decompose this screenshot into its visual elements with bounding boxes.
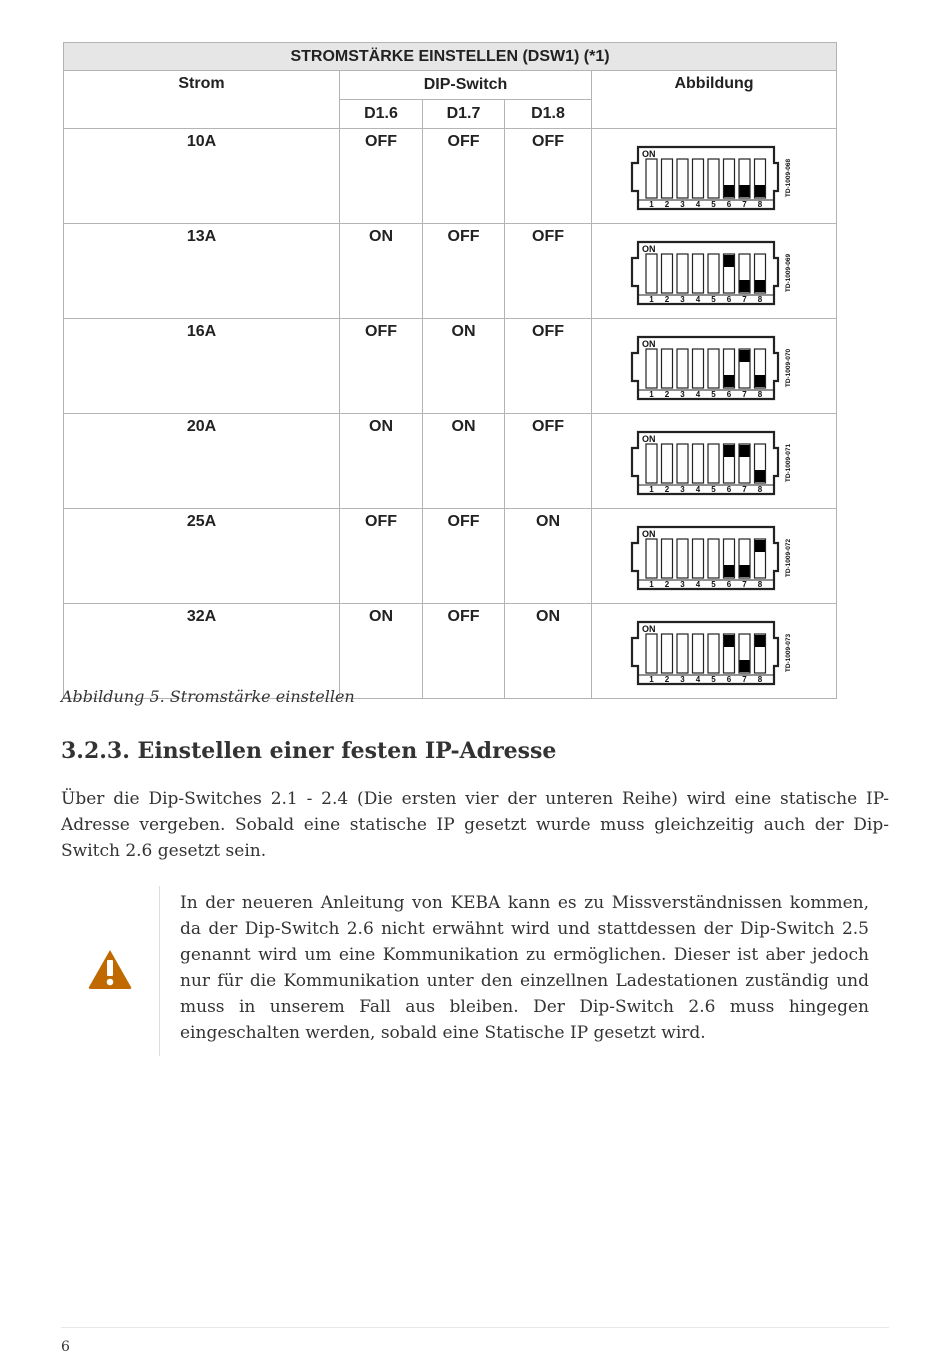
- dip-switch-number: 1: [649, 200, 654, 209]
- dip-switch-number: 1: [649, 390, 654, 399]
- dip-switch-slot: [677, 444, 688, 483]
- dip-figure-reference: TD-1009-068: [785, 158, 793, 198]
- dip-switch-number: 3: [680, 295, 685, 304]
- cell-d17: OFF: [423, 129, 505, 224]
- dip-switch-slot: [646, 444, 657, 483]
- dip-switch-number: 6: [726, 200, 732, 209]
- dip-switch-number: 3: [680, 580, 685, 589]
- table-row: [64, 129, 837, 224]
- dip-figure-reference: TD-1009-069: [785, 253, 793, 293]
- dip-switch-number: 6: [726, 485, 732, 494]
- cell-abbildung: [592, 129, 837, 224]
- table-row: [64, 319, 837, 414]
- dip-switch-knob: [724, 375, 734, 387]
- dip-switch-knob: [740, 445, 750, 457]
- cell-d16: OFF: [340, 509, 423, 604]
- cell-d16: ON: [340, 224, 423, 319]
- warning-icon: [87, 948, 133, 990]
- dip-switch-number: 7: [742, 580, 747, 589]
- cell-d18: OFF: [505, 319, 592, 414]
- dip-switch-number: 5: [711, 580, 716, 589]
- cell-d18: ON: [505, 604, 592, 699]
- table-row: [64, 509, 837, 604]
- header-dip-switch: DIP-Switch: [340, 71, 592, 100]
- dip-switch-number: 3: [680, 485, 685, 494]
- dip-switch-slot: [693, 444, 704, 483]
- dip-switch-number: 8: [757, 200, 763, 209]
- cell-d17: OFF: [423, 509, 505, 604]
- current-setting-table: [63, 42, 837, 699]
- cell-abbildung: [592, 509, 837, 604]
- dip-switch-diagram: [624, 519, 804, 597]
- dip-switch-slot: [693, 159, 704, 198]
- dip-switch-slot: [693, 254, 704, 293]
- header-d18: D1.8: [505, 100, 592, 129]
- cell-strom: 16A: [64, 319, 340, 414]
- dip-on-label: ON: [642, 149, 656, 159]
- dip-switch-number: 8: [757, 580, 763, 589]
- dip-switch-slot: [677, 349, 688, 388]
- dip-switch-slot: [662, 159, 673, 198]
- dip-on-label: ON: [642, 624, 656, 634]
- dip-switch-number: 5: [711, 485, 716, 494]
- dip-switch-number: 6: [726, 390, 732, 399]
- dip-switch-knob: [740, 565, 750, 577]
- dip-switch-number: 2: [664, 390, 670, 399]
- dip-switch-slot: [677, 159, 688, 198]
- dip-switch-knob: [755, 470, 765, 482]
- dip-switch-slot: [708, 349, 719, 388]
- dip-switch-number: 8: [757, 295, 763, 304]
- dip-switch-slot: [693, 349, 704, 388]
- warning-text: In der neueren Anleitung von KEBA kann es zu Missverständnissen kommen, da der Dip-Switch 2.6 nicht erwähnt wird und stattdessen der Dip-Switch 2.5 genannt wird um eine Kommunikation zu ermöglichen. Dieser ist aber jedoch nur für die Kommunikation unter den einzellnen Ladestationen zuständig und muss in unserem Fall aus bleiben. Der Dip-Switch 2.6 muss hingegen eingeschalten werden, sobald eine Statische IP gesetzt wird.: [180, 893, 869, 1043]
- dip-switch-diagram: [624, 424, 804, 502]
- dip-switch-number: 3: [680, 390, 685, 399]
- dip-figure-reference: TD-1009-073: [785, 633, 793, 673]
- dip-switch-number: 8: [757, 485, 763, 494]
- dip-switch-number: 2: [664, 200, 670, 209]
- dip-switch-number: 1: [649, 485, 654, 494]
- dip-switch-knob: [740, 185, 750, 197]
- admonition-icon-column: [61, 886, 160, 1056]
- dip-switch-number: 2: [664, 485, 670, 494]
- dip-switch-number: 4: [695, 390, 701, 399]
- cell-d18: ON: [505, 509, 592, 604]
- dip-switch-number: 4: [695, 295, 701, 304]
- dip-figure-reference: TD-1009-072: [785, 538, 793, 578]
- dip-switch-number: 1: [649, 580, 654, 589]
- dip-switch-diagram: [624, 329, 804, 407]
- dip-switch-slot: [662, 254, 673, 293]
- dip-switch-number: 7: [742, 485, 747, 494]
- dip-switch-diagram: [624, 234, 804, 312]
- dip-switch-number: 5: [711, 200, 716, 209]
- dip-figure-reference: TD-1009-070: [785, 348, 793, 388]
- dip-switch-number: 6: [726, 675, 732, 684]
- dip-switch-number: 1: [649, 675, 654, 684]
- cell-d18: OFF: [505, 129, 592, 224]
- dip-switch-slot: [708, 254, 719, 293]
- dip-switch-slot: [708, 634, 719, 673]
- dip-switch-slot: [646, 634, 657, 673]
- cell-d16: ON: [340, 414, 423, 509]
- dip-figure-reference: TD-1009-071: [785, 443, 793, 483]
- table-row: [64, 604, 837, 699]
- figure-caption: Abbildung 5. Stromstärke einstellen: [61, 687, 355, 706]
- dip-on-label: ON: [642, 339, 656, 349]
- dip-switch-number: 6: [726, 580, 732, 589]
- cell-strom: 25A: [64, 509, 340, 604]
- dip-switch-number: 8: [757, 390, 763, 399]
- section-heading: 3.2.3. Einstellen einer festen IP-Adresse: [61, 738, 557, 764]
- dip-switch-slot: [646, 159, 657, 198]
- cell-d17: OFF: [423, 224, 505, 319]
- dip-switch-slot: [693, 634, 704, 673]
- dip-switch-slot: [708, 444, 719, 483]
- dip-switch-number: 6: [726, 295, 732, 304]
- dip-switch-knob: [740, 350, 750, 362]
- dip-switch-number: 4: [695, 580, 701, 589]
- dip-on-label: ON: [642, 529, 656, 539]
- dip-switch-slot: [662, 444, 673, 483]
- dip-switch-number: 4: [695, 675, 701, 684]
- cell-d16: ON: [340, 604, 423, 699]
- dip-switch-number: 2: [664, 295, 670, 304]
- dip-switch-number: 1: [649, 295, 654, 304]
- cell-d16: OFF: [340, 129, 423, 224]
- dip-switch-number: 2: [664, 675, 670, 684]
- dip-switch-knob: [755, 540, 765, 552]
- header-strom: Strom: [64, 71, 340, 129]
- page-number: 6: [61, 1339, 70, 1355]
- dip-switch-number: 4: [695, 485, 701, 494]
- dip-switch-slot: [708, 539, 719, 578]
- table-row: [64, 414, 837, 509]
- dip-switch-slot: [708, 159, 719, 198]
- cell-strom: 20A: [64, 414, 340, 509]
- cell-strom: 32A: [64, 604, 340, 699]
- cell-d18: OFF: [505, 414, 592, 509]
- dip-switch-number: 3: [680, 200, 685, 209]
- dip-switch-number: 7: [742, 675, 747, 684]
- dip-on-label: ON: [642, 244, 656, 254]
- cell-abbildung: [592, 414, 837, 509]
- dip-switch-knob: [724, 445, 734, 457]
- dip-switch-slot: [646, 254, 657, 293]
- dip-switch-knob: [755, 635, 765, 647]
- header-d16: D1.6: [340, 100, 423, 129]
- dip-switch-number: 3: [680, 675, 685, 684]
- dip-switch-diagram: [624, 139, 804, 217]
- header-d17: D1.7: [423, 100, 505, 129]
- dip-switch-slot: [662, 349, 673, 388]
- dip-switch-diagram: [624, 614, 804, 692]
- dip-switch-knob: [755, 375, 765, 387]
- dip-switch-slot: [646, 539, 657, 578]
- dip-switch-slot: [677, 254, 688, 293]
- dip-switch-knob: [755, 280, 765, 292]
- dip-on-label: ON: [642, 434, 656, 444]
- dip-switch-slot: [646, 349, 657, 388]
- dip-switch-number: 2: [664, 580, 670, 589]
- dip-switch-number: 5: [711, 295, 716, 304]
- dip-switch-number: 5: [711, 390, 716, 399]
- dip-switch-slot: [677, 539, 688, 578]
- dip-switch-knob: [724, 255, 734, 267]
- cell-abbildung: [592, 319, 837, 414]
- cell-abbildung: [592, 224, 837, 319]
- cell-d17: ON: [423, 319, 505, 414]
- dip-switch-knob: [740, 280, 750, 292]
- dip-switch-knob: [724, 565, 734, 577]
- header-abbildung: Abbildung: [592, 71, 837, 129]
- dip-switch-knob: [724, 185, 734, 197]
- cell-abbildung: [592, 604, 837, 699]
- table-title: STROMSTÄRKE EINSTELLEN (DSW1) (*1): [64, 43, 837, 71]
- dip-switch-slot: [677, 634, 688, 673]
- cell-d18: OFF: [505, 224, 592, 319]
- footer-divider: [61, 1327, 889, 1328]
- dip-switch-number: 4: [695, 200, 701, 209]
- dip-switch-slot: [662, 634, 673, 673]
- warning-admonition: [61, 886, 869, 1056]
- dip-switch-knob: [724, 635, 734, 647]
- cell-strom: 10A: [64, 129, 340, 224]
- dip-switch-slot: [693, 539, 704, 578]
- cell-d17: OFF: [423, 604, 505, 699]
- body-paragraph: Über die Dip-Switches 2.1 - 2.4 (Die ersten vier der unteren Reihe) wird eine statische IP-Adresse vergeben. Sobald eine statische IP gesetzt wurde muss gleichzeitig auch der Dip-Switch 2.6 gesetzt sein.: [61, 789, 889, 861]
- cell-d16: OFF: [340, 319, 423, 414]
- dip-switch-number: 7: [742, 295, 747, 304]
- dip-switch-knob: [740, 660, 750, 672]
- dip-switch-number: 5: [711, 675, 716, 684]
- cell-strom: 13A: [64, 224, 340, 319]
- cell-d17: ON: [423, 414, 505, 509]
- dip-switch-number: 7: [742, 200, 747, 209]
- dip-switch-knob: [755, 185, 765, 197]
- dip-switch-slot: [662, 539, 673, 578]
- table-row: [64, 224, 837, 319]
- dip-switch-number: 8: [757, 675, 763, 684]
- dip-switch-number: 7: [742, 390, 747, 399]
